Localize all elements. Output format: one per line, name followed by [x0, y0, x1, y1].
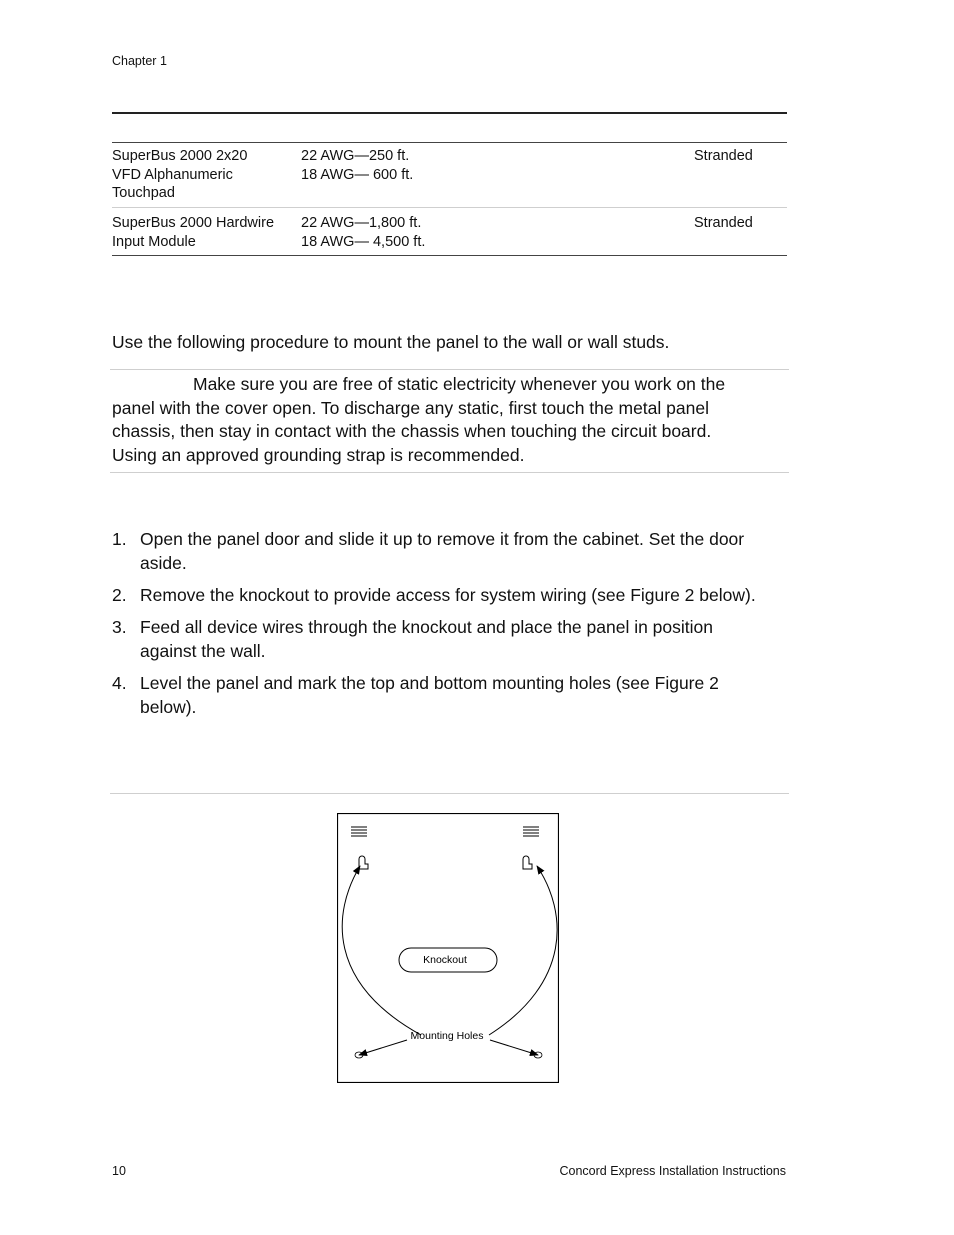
- table-top-rule: [112, 142, 787, 143]
- device-cell: SuperBus 2000 Hardwire Input Module: [112, 215, 275, 250]
- caution-bottom-rule: [110, 472, 789, 473]
- procedure-steps: [112, 528, 772, 729]
- mounting-holes-label: Mounting Holes: [410, 1030, 484, 1042]
- gauge-cell: 22 AWG—250 ft. 18 AWG— 600 ft.: [301, 148, 414, 183]
- chapter-label: Chapter 1: [112, 54, 167, 68]
- list-item: 4. Level the panel and mark the top and bottom mounting holes (see Figure 2 below).: [112, 673, 719, 718]
- gauge-cell: 22 AWG—1,800 ft. 18 AWG— 4,500 ft.: [301, 215, 426, 250]
- document-title: Concord Express Installation Instructions: [559, 1164, 786, 1178]
- table-row-divider: [112, 207, 787, 208]
- intro-paragraph: Use the following procedure to mount the panel to the wall or wall studs.: [112, 332, 670, 352]
- list-item: 3. Feed all device wires through the knockout and place the panel in position against the wall.: [112, 617, 714, 662]
- caution-top-rule: [110, 369, 789, 370]
- panel-mounting-figure: [337, 813, 559, 1083]
- list-item: 2. Remove the knockout to provide access for system wiring (see Figure 2 below).: [112, 585, 756, 606]
- list-item: 1. Open the panel door and slide it up to remove it from the cabinet. Set the door aside.: [112, 529, 745, 573]
- panel-diagram: [337, 813, 559, 1083]
- wire-type-cell: Stranded: [694, 148, 753, 164]
- table-bottom-rule: [112, 255, 787, 256]
- header-rule: [112, 112, 787, 114]
- wire-type-cell: Stranded: [694, 215, 753, 231]
- caution-note: Make sure you are free of static electricity whenever you work on the panel with the cover open. To discharge any static, first touch the metal panel chassis, then stay in contact with the chassis when touching the circuit board. Using an approved grounding strap is recommended.: [112, 374, 726, 465]
- knockout-label: Knockout: [423, 954, 467, 966]
- page-number: 10: [112, 1164, 126, 1178]
- device-cell: SuperBus 2000 2x20 VFD Alphanumeric Touchpad: [112, 148, 248, 201]
- figure-top-rule: [110, 793, 789, 794]
